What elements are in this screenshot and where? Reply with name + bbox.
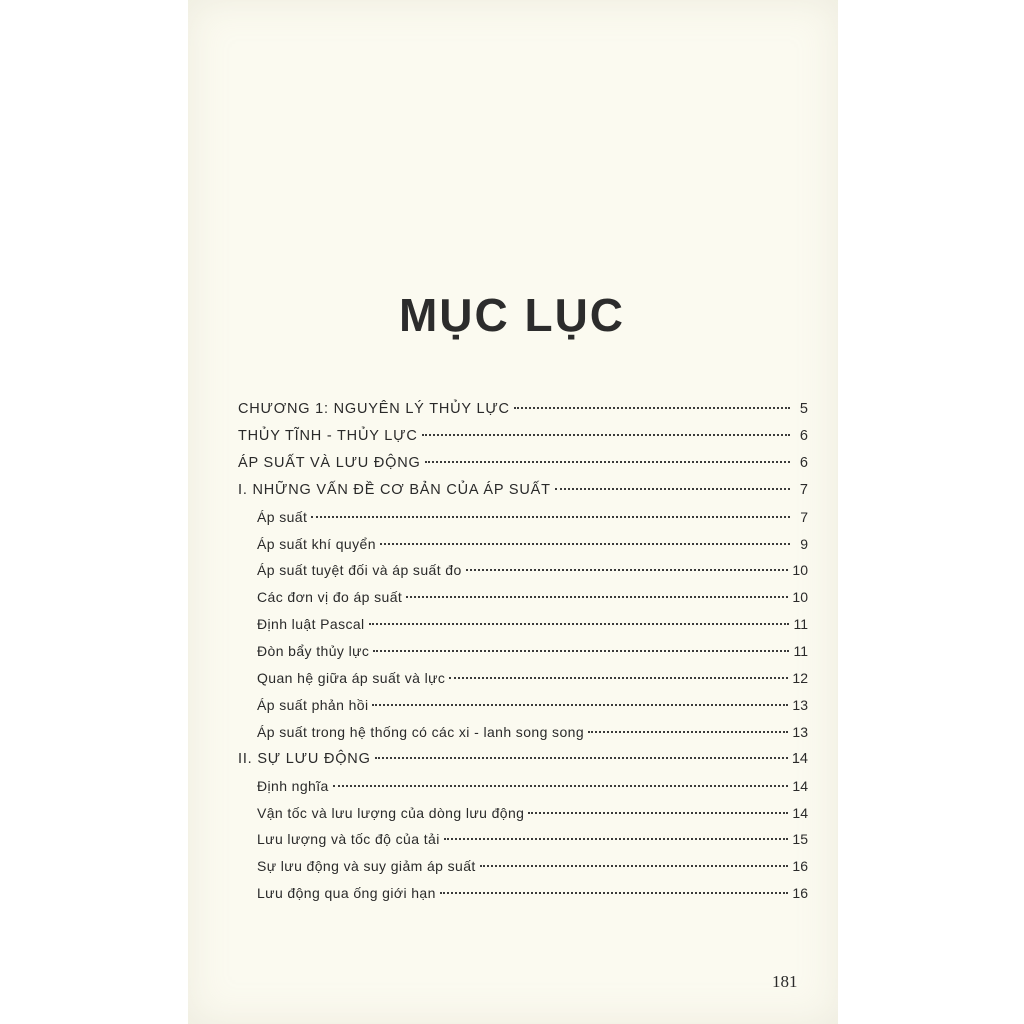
toc-entry-label: Lưu lượng và tốc độ của tải: [257, 831, 440, 848]
toc-entry-label: Lưu động qua ống giới hạn: [257, 885, 436, 902]
toc-entry-page: 6: [799, 427, 808, 444]
dot-leader: [373, 650, 789, 652]
toc-entry-page: 11: [793, 616, 808, 633]
page-title: MỤC LỤC: [398, 289, 626, 341]
dot-leader: [440, 892, 789, 894]
toc-entry-page: 9: [800, 535, 808, 552]
toc-entry-label: Áp suất: [257, 508, 308, 525]
dot-leader: [406, 596, 788, 598]
dot-leader: [311, 516, 790, 518]
toc-entry-page: 10: [792, 589, 808, 606]
toc-entry-page: 12: [792, 670, 808, 686]
dot-leader: [444, 838, 789, 840]
toc-entry: [238, 428, 808, 444]
toc-entry-label: Định nghĩa: [257, 777, 329, 794]
toc-entry: [257, 858, 808, 874]
toc-entry-label: CHƯƠNG 1: NGUYÊN LÝ THỦY LỰC: [238, 401, 510, 417]
dot-leader: [422, 434, 790, 436]
toc-entry-page: 14: [792, 777, 808, 794]
dot-leader: [466, 569, 789, 571]
toc-entry-page: 7: [800, 508, 808, 525]
toc-entry-page: 13: [792, 696, 808, 713]
toc-entry: [257, 778, 808, 794]
toc-entry-label: Áp suất khí quyển: [257, 535, 376, 552]
toc-entry-page: 14: [792, 804, 808, 821]
toc-entry: [257, 616, 808, 632]
toc-entry: [257, 589, 808, 605]
toc-entry-label: I. NHỮNG VẤN ĐỀ CƠ BẢN CỦA ÁP SUẤT: [238, 481, 551, 498]
dot-leader: [514, 407, 790, 409]
toc-entry-label: Định luật Pascal: [257, 616, 365, 633]
dot-leader: [333, 785, 789, 787]
toc-entry: [257, 643, 808, 659]
toc-entry-page: 16: [792, 858, 808, 875]
toc-entry: [257, 831, 808, 847]
toc-entry: [257, 509, 808, 525]
dot-leader: [369, 623, 790, 625]
toc-entry-label: Sự lưu động và suy giảm áp suất: [257, 858, 476, 875]
toc-entry-page: 13: [792, 723, 808, 740]
toc-entry: [257, 724, 808, 740]
dot-leader: [555, 488, 790, 490]
show-through-line: [188, 40, 838, 55]
toc-entry-page: 7: [799, 481, 808, 498]
toc-entry-label: Áp suất tuyệt đối và áp suất đo: [257, 562, 462, 579]
toc-entry-page: 6: [799, 454, 808, 471]
page-number: 181: [772, 972, 798, 991]
toc-entry: [257, 697, 808, 713]
dot-leader: [449, 677, 788, 679]
toc-entry-label: Đòn bẩy thủy lực: [257, 643, 370, 660]
toc-entry-page: 15: [792, 831, 808, 848]
dot-leader: [380, 543, 790, 545]
toc-entry-label: Áp suất trong hệ thống có các xi - lanh song song: [257, 723, 585, 740]
toc-entry: [257, 536, 808, 552]
toc-entry-page: 5: [799, 401, 808, 417]
toc-entry: [238, 482, 808, 498]
toc-entry-label: Quan hệ giữa áp suất và lực: [257, 670, 446, 686]
dot-leader: [375, 757, 788, 759]
dot-leader: [588, 731, 788, 733]
toc-entry: [238, 455, 808, 471]
toc-entry: [257, 885, 808, 901]
toc-entry: [238, 401, 808, 417]
toc-entry-page: 16: [792, 885, 808, 902]
toc-entry: [257, 562, 808, 578]
toc-entry-page: 11: [793, 643, 808, 660]
toc-entry-label: II. SỰ LƯU ĐỘNG: [238, 750, 371, 767]
toc-entry-label: Vận tốc và lưu lượng của dòng lưu động: [257, 804, 525, 821]
toc-entry-label: Áp suất phản hồi: [257, 696, 369, 713]
toc-entry: [257, 670, 808, 686]
dot-leader: [372, 704, 788, 706]
toc-entry-label: ÁP SUẤT VÀ LƯU ĐỘNG: [238, 454, 421, 471]
toc-entry-page: 10: [792, 562, 808, 579]
toc-entry-label: THỦY TĨNH - THỦY LỰC: [238, 427, 418, 444]
toc-entry: [238, 751, 808, 767]
dot-leader: [480, 865, 789, 867]
dot-leader: [425, 461, 790, 463]
toc-entry-page: 14: [791, 750, 808, 767]
toc-entry: [257, 805, 808, 821]
toc-entry-label: Các đơn vị đo áp suất: [257, 589, 403, 606]
dot-leader: [528, 812, 788, 814]
